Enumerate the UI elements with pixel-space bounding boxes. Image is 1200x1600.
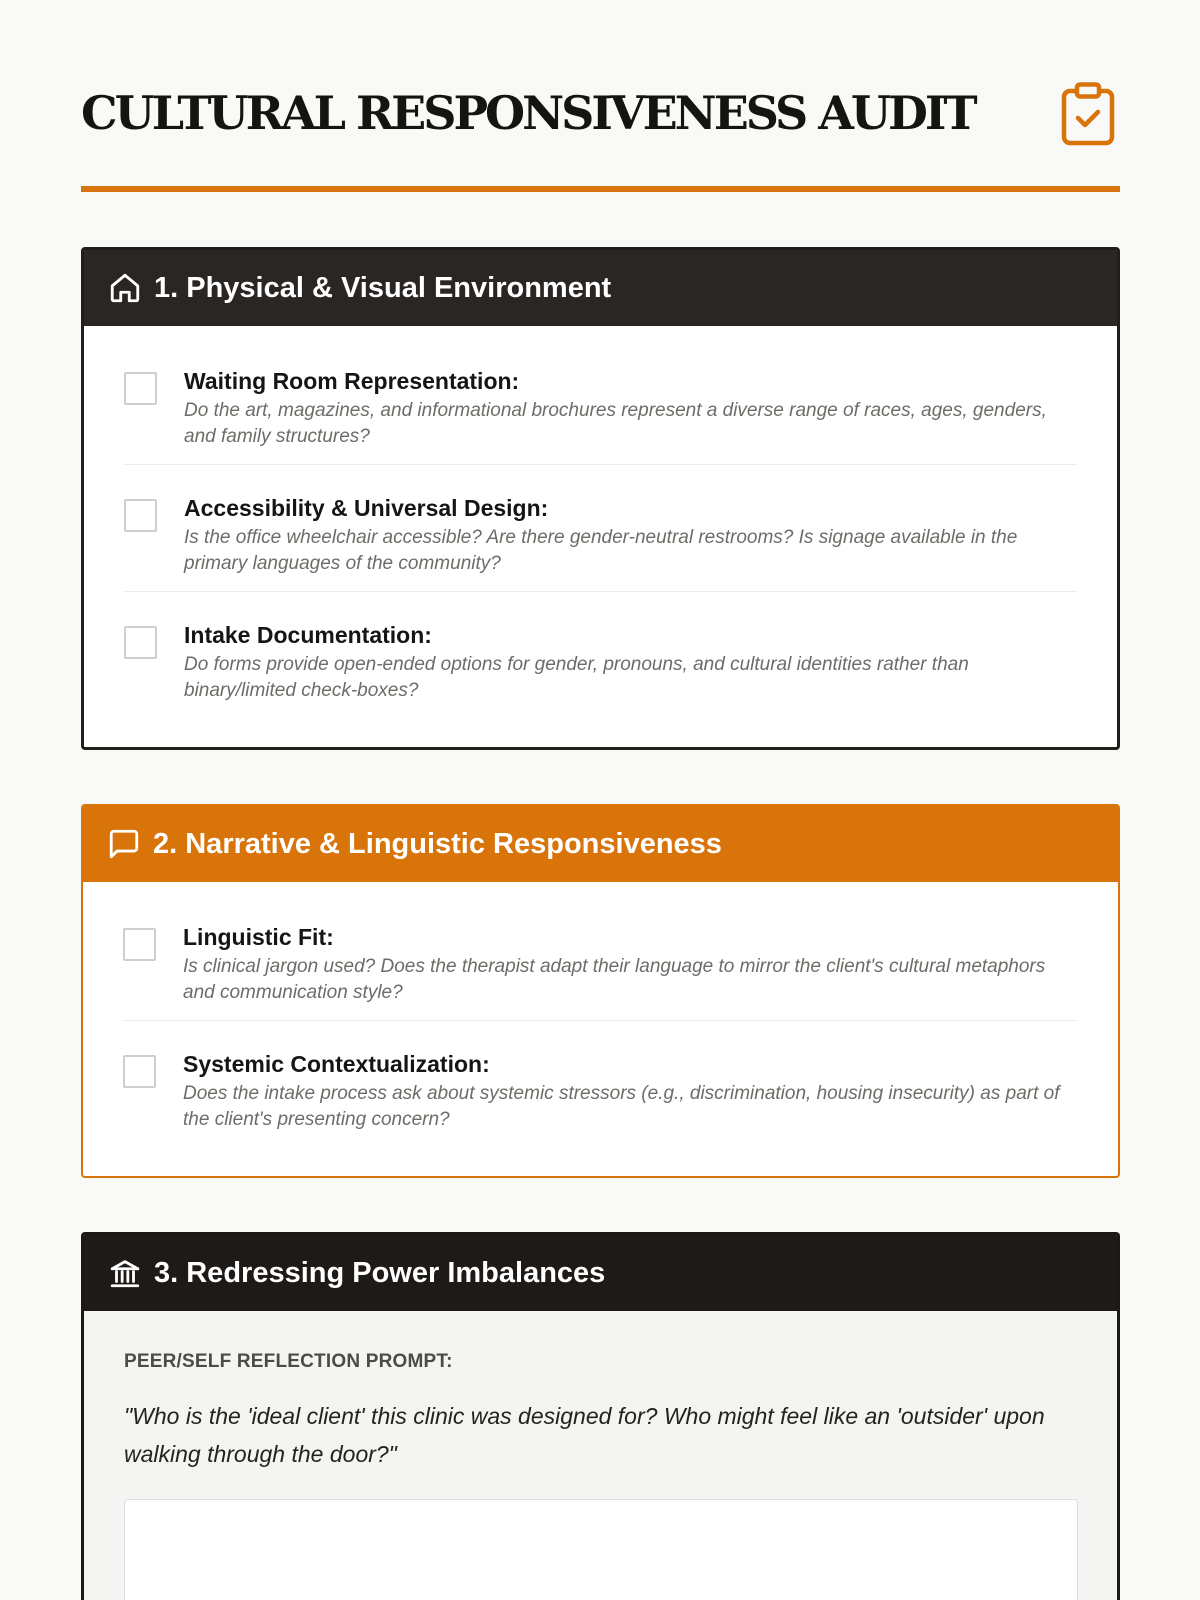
section-narrative-linguistic bbox=[81, 804, 1120, 1178]
checklist-item bbox=[124, 356, 1077, 465]
message-square-icon bbox=[107, 827, 141, 861]
home-icon bbox=[108, 271, 142, 305]
clipboard-check-icon bbox=[1061, 82, 1115, 146]
item-description: Do the art, magazines, and informational brochures represent a diverse range of races, ages, genders, and family structures? bbox=[184, 400, 1047, 447]
item-description: Is the office wheelchair accessible? Are there gender-neutral restrooms? Is signage available in the primary languages of the community? bbox=[184, 527, 1018, 574]
item-description: Is clinical jargon used? Does the therapist adapt their language to mirror the client's cultural metaphors and communication style? bbox=[183, 956, 1046, 1003]
item-title: Linguistic Fit: bbox=[183, 924, 334, 950]
item-checkbox[interactable] bbox=[124, 499, 157, 532]
prompt-text: "Who is the 'ideal client' this clinic was designed for? Who might feel like an 'outsider' upon walking through the door?" bbox=[124, 1403, 1045, 1467]
reflection-response-field[interactable] bbox=[124, 1499, 1078, 1600]
section-header bbox=[84, 1235, 1117, 1311]
item-checkbox[interactable] bbox=[123, 928, 156, 961]
audit-page bbox=[81, 0, 1120, 1467]
item-checkbox[interactable] bbox=[123, 1055, 156, 1088]
checklist-item bbox=[123, 1039, 1078, 1147]
section-header bbox=[83, 806, 1118, 882]
checklist bbox=[83, 882, 1118, 1169]
landmark-icon bbox=[108, 1256, 142, 1290]
section-title: 2. Narrative & Linguistic Responsiveness bbox=[153, 827, 722, 860]
checklist-item bbox=[124, 610, 1077, 718]
item-checkbox[interactable] bbox=[124, 626, 157, 659]
checklist bbox=[84, 326, 1117, 740]
item-title: Accessibility & Universal Design: bbox=[184, 495, 549, 521]
section-title: 3. Redressing Power Imbalances bbox=[154, 1256, 606, 1289]
page-header bbox=[81, 0, 1120, 192]
checklist-item bbox=[123, 912, 1078, 1021]
item-checkbox[interactable] bbox=[124, 372, 157, 405]
section-power-imbalances bbox=[81, 1232, 1120, 1600]
item-description: Does the intake process ask about systemic stressors (e.g., discrimination, housing insecurity) as part of the client's presenting concern? bbox=[183, 1083, 1060, 1130]
section-title: 1. Physical & Visual Environment bbox=[154, 271, 612, 304]
item-title: Systemic Contextualization: bbox=[183, 1051, 490, 1077]
section-header bbox=[84, 250, 1117, 326]
item-title: Intake Documentation: bbox=[184, 622, 432, 648]
item-description: Do forms provide open-ended options for gender, pronouns, and cultural identities rather than binary/limited check-boxes? bbox=[184, 654, 969, 701]
checklist-item bbox=[124, 483, 1077, 592]
page-title: CULTURAL RESPONSIVENESS AUDIT bbox=[81, 86, 975, 140]
section-physical-environment bbox=[81, 247, 1120, 750]
reflection-panel bbox=[84, 1311, 1117, 1600]
prompt-label: PEER/SELF REFLECTION PROMPT: bbox=[124, 1351, 453, 1372]
item-title: Waiting Room Representation: bbox=[184, 368, 520, 394]
